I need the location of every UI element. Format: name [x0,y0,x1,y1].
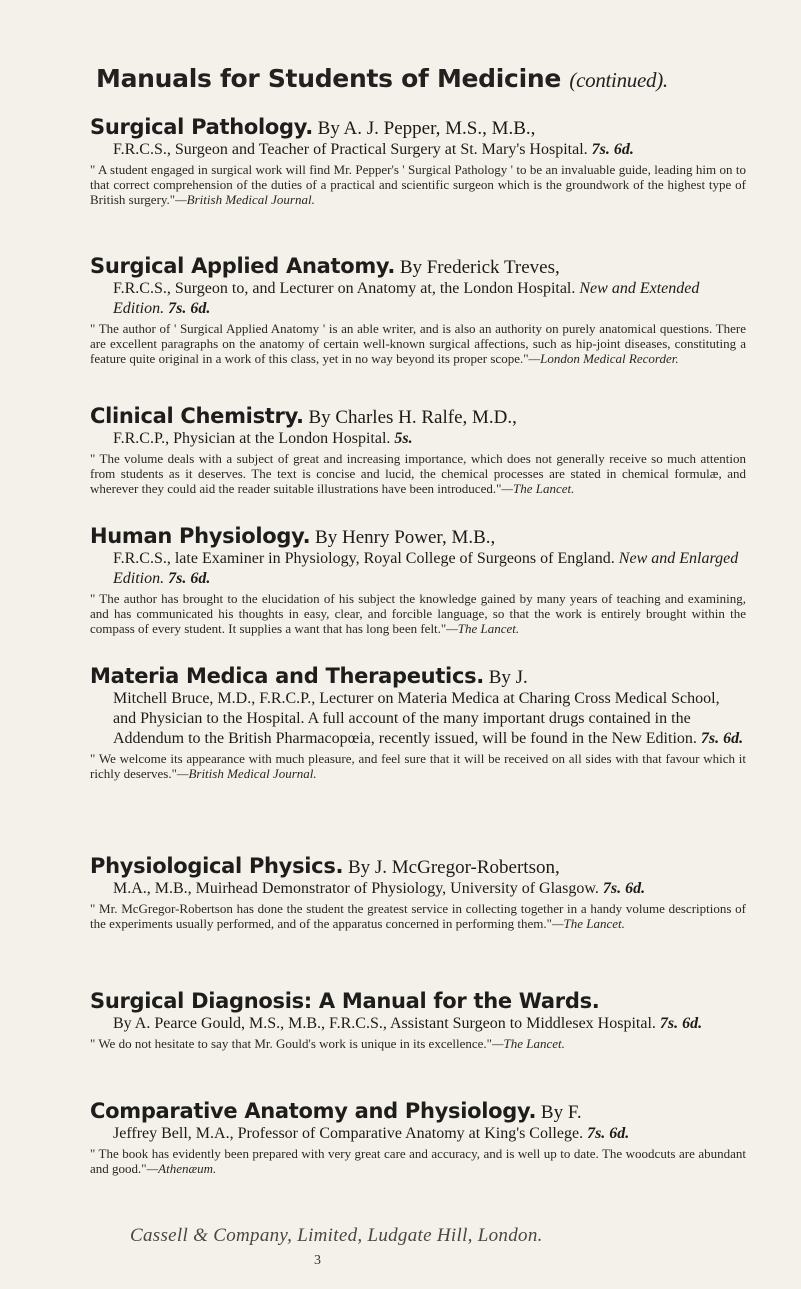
book-entry-surgical-pathology [90,116,746,207]
review-source: —The Lancet. [501,481,575,496]
book-title: Clinical Chemistry. [90,404,304,428]
book-title: Surgical Diagnosis: A Manual for the Wards. [90,989,600,1013]
header-title: Manuals for Students of Medicine [96,64,561,93]
book-byline: By F. [540,1102,582,1123]
book-price: 7s. 6d. [587,1125,630,1142]
book-review [90,1036,746,1051]
review-text: " Mr. McGregor-Robertson has done the student the greatest service in collecting together in a handy volume descriptions of the experiments usually performed, and of the apparatus concerned in performing them." [90,901,746,931]
book-byline: By Frederick Treves, [399,257,560,278]
review-source: —The Lancet. [446,621,520,636]
book-price: 5s. [394,430,413,447]
book-price: 7s. 6d. [602,880,646,897]
book-entry-clinical-chemistry [90,405,746,496]
page-number: 3 [314,1253,321,1268]
book-price: 7s. 6d. [659,1015,703,1032]
book-price: 7s. 6d. [700,730,744,747]
review-text: " A student engaged in surgical work will find Mr. Pepper's ' Surgical Pathology ' to be an invaluable guide, leading him on to that correct comprehension of the duties of a practical and scientific surgeon which is the groundwork of the highest type of British surgery." [90,162,746,207]
review-source: —British Medical Journal. [176,766,317,781]
review-text: " The author of ' Surgical Applied Anatomy ' is an able writer, and is also an authority on purely anatomical questions. There are excellent paragraphs on the anatomy of certain well-known surgical affections, such as hip-joint diseases, constituting a feature quite original in a work of this class, yet in no way beyond its proper scope." [90,321,746,366]
review-source: —The Lancet. [491,1036,565,1051]
review-text: " The volume deals with a subject of great and increasing importance, which does not generally receive so much attention from students as it deserves. The text is concise and lucid, the chemical processes are stated in chemical formulæ, and wherever they could aid the reader suitable illustrations have been introduced." [90,451,746,496]
book-title: Surgical Applied Anatomy. [90,254,396,278]
book-details: Jeffrey Bell, M.A., Professor of Comparative Anatomy at King's College. [113,1125,584,1142]
review-text: " The author has brought to the elucidation of his subject the knowledge gained by many years of teaching and examining, and has communicated his thoughts in easy, clear, and forcible language, so that the work is entirely brought within the compass of every student. It supplies a want that has long been felt." [90,591,746,636]
book-price: 7s. 6d. [168,300,211,317]
book-details: By A. Pearce Gould, M.S., M.B., F.R.C.S., Assistant Surgeon to Middlesex Hospital. [113,1015,656,1032]
book-title: Surgical Pathology. [90,115,313,139]
book-entry-materia-medica [90,665,746,781]
book-title: Physiological Physics. [90,854,344,878]
book-edition: New and Enlarged Edition. [113,550,739,587]
book-byline: By A. J. Pepper, M.S., M.B., [317,118,536,139]
review-text: " The book has evidently been prepared with very great care and accuracy, and is well up to date. The woodcuts are abundant and good." [90,1146,746,1176]
book-review [90,451,746,496]
book-byline: By J. McGregor-Robertson, [347,857,560,878]
book-review [90,751,746,781]
book-entry-surgical-diagnosis [90,990,746,1051]
book-review [90,1146,746,1176]
book-title: Materia Medica and Therapeutics. [90,664,484,688]
book-review [90,321,746,366]
publisher-imprint: Cassell & Company, Limited, Ludgate Hill, London. [130,1225,543,1246]
review-text: " We do not hesitate to say that Mr. Gould's work is unique in its excellence." [90,1036,492,1051]
book-entry-surgical-applied-anatomy [90,255,746,366]
review-text: " We welcome its appearance with much pleasure, and feel sure that it will be received on all sides with that favour which it richly deserves." [90,751,746,781]
review-source: —Athenæum. [146,1161,217,1176]
book-details: Mitchell Bruce, M.D., F.R.C.P., Lecturer on Materia Medica at Charing Cross Medical School, and Physician to the Hospital. A full account of the many important drugs contained in the Addendum to the British Pharmacopœia, recently issued, will be found in the New Edition. [113,690,720,747]
review-source: —The Lancet. [551,916,625,931]
book-byline: By J. [488,667,528,688]
book-details: F.R.C.S., late Examiner in Physiology, Royal College of Surgeons of England. [113,550,615,567]
book-byline: By Henry Power, M.B., [315,527,496,548]
book-details: F.R.C.S., Surgeon and Teacher of Practical Surgery at St. Mary's Hospital. [113,141,588,158]
book-title: Comparative Anatomy and Physiology. [90,1099,537,1123]
book-edition: New and Extended Edition. [113,280,700,317]
book-details: F.R.C.S., Surgeon to, and Lecturer on Anatomy at, the London Hospital. [113,280,576,297]
page-header [96,64,756,93]
book-review [90,591,746,636]
review-source: —London Medical Recorder. [528,351,679,366]
book-byline: By Charles H. Ralfe, M.D., [308,407,517,428]
book-details: F.R.C.P., Physician at the London Hospital. [113,430,391,447]
book-review [90,162,746,207]
book-entry-physiological-physics [90,855,746,931]
book-price: 7s. 6d. [168,570,211,587]
book-entry-comparative-anatomy [90,1100,746,1176]
book-details: M.A., M.B., Muirhead Demonstrator of Physiology, University of Glasgow. [113,880,599,897]
header-continued: (continued). [569,68,668,92]
book-price: 7s. 6d. [591,141,634,158]
book-entry-human-physiology [90,525,746,636]
book-review [90,901,746,931]
review-source: —British Medical Journal. [175,192,315,207]
book-title: Human Physiology. [90,524,311,548]
